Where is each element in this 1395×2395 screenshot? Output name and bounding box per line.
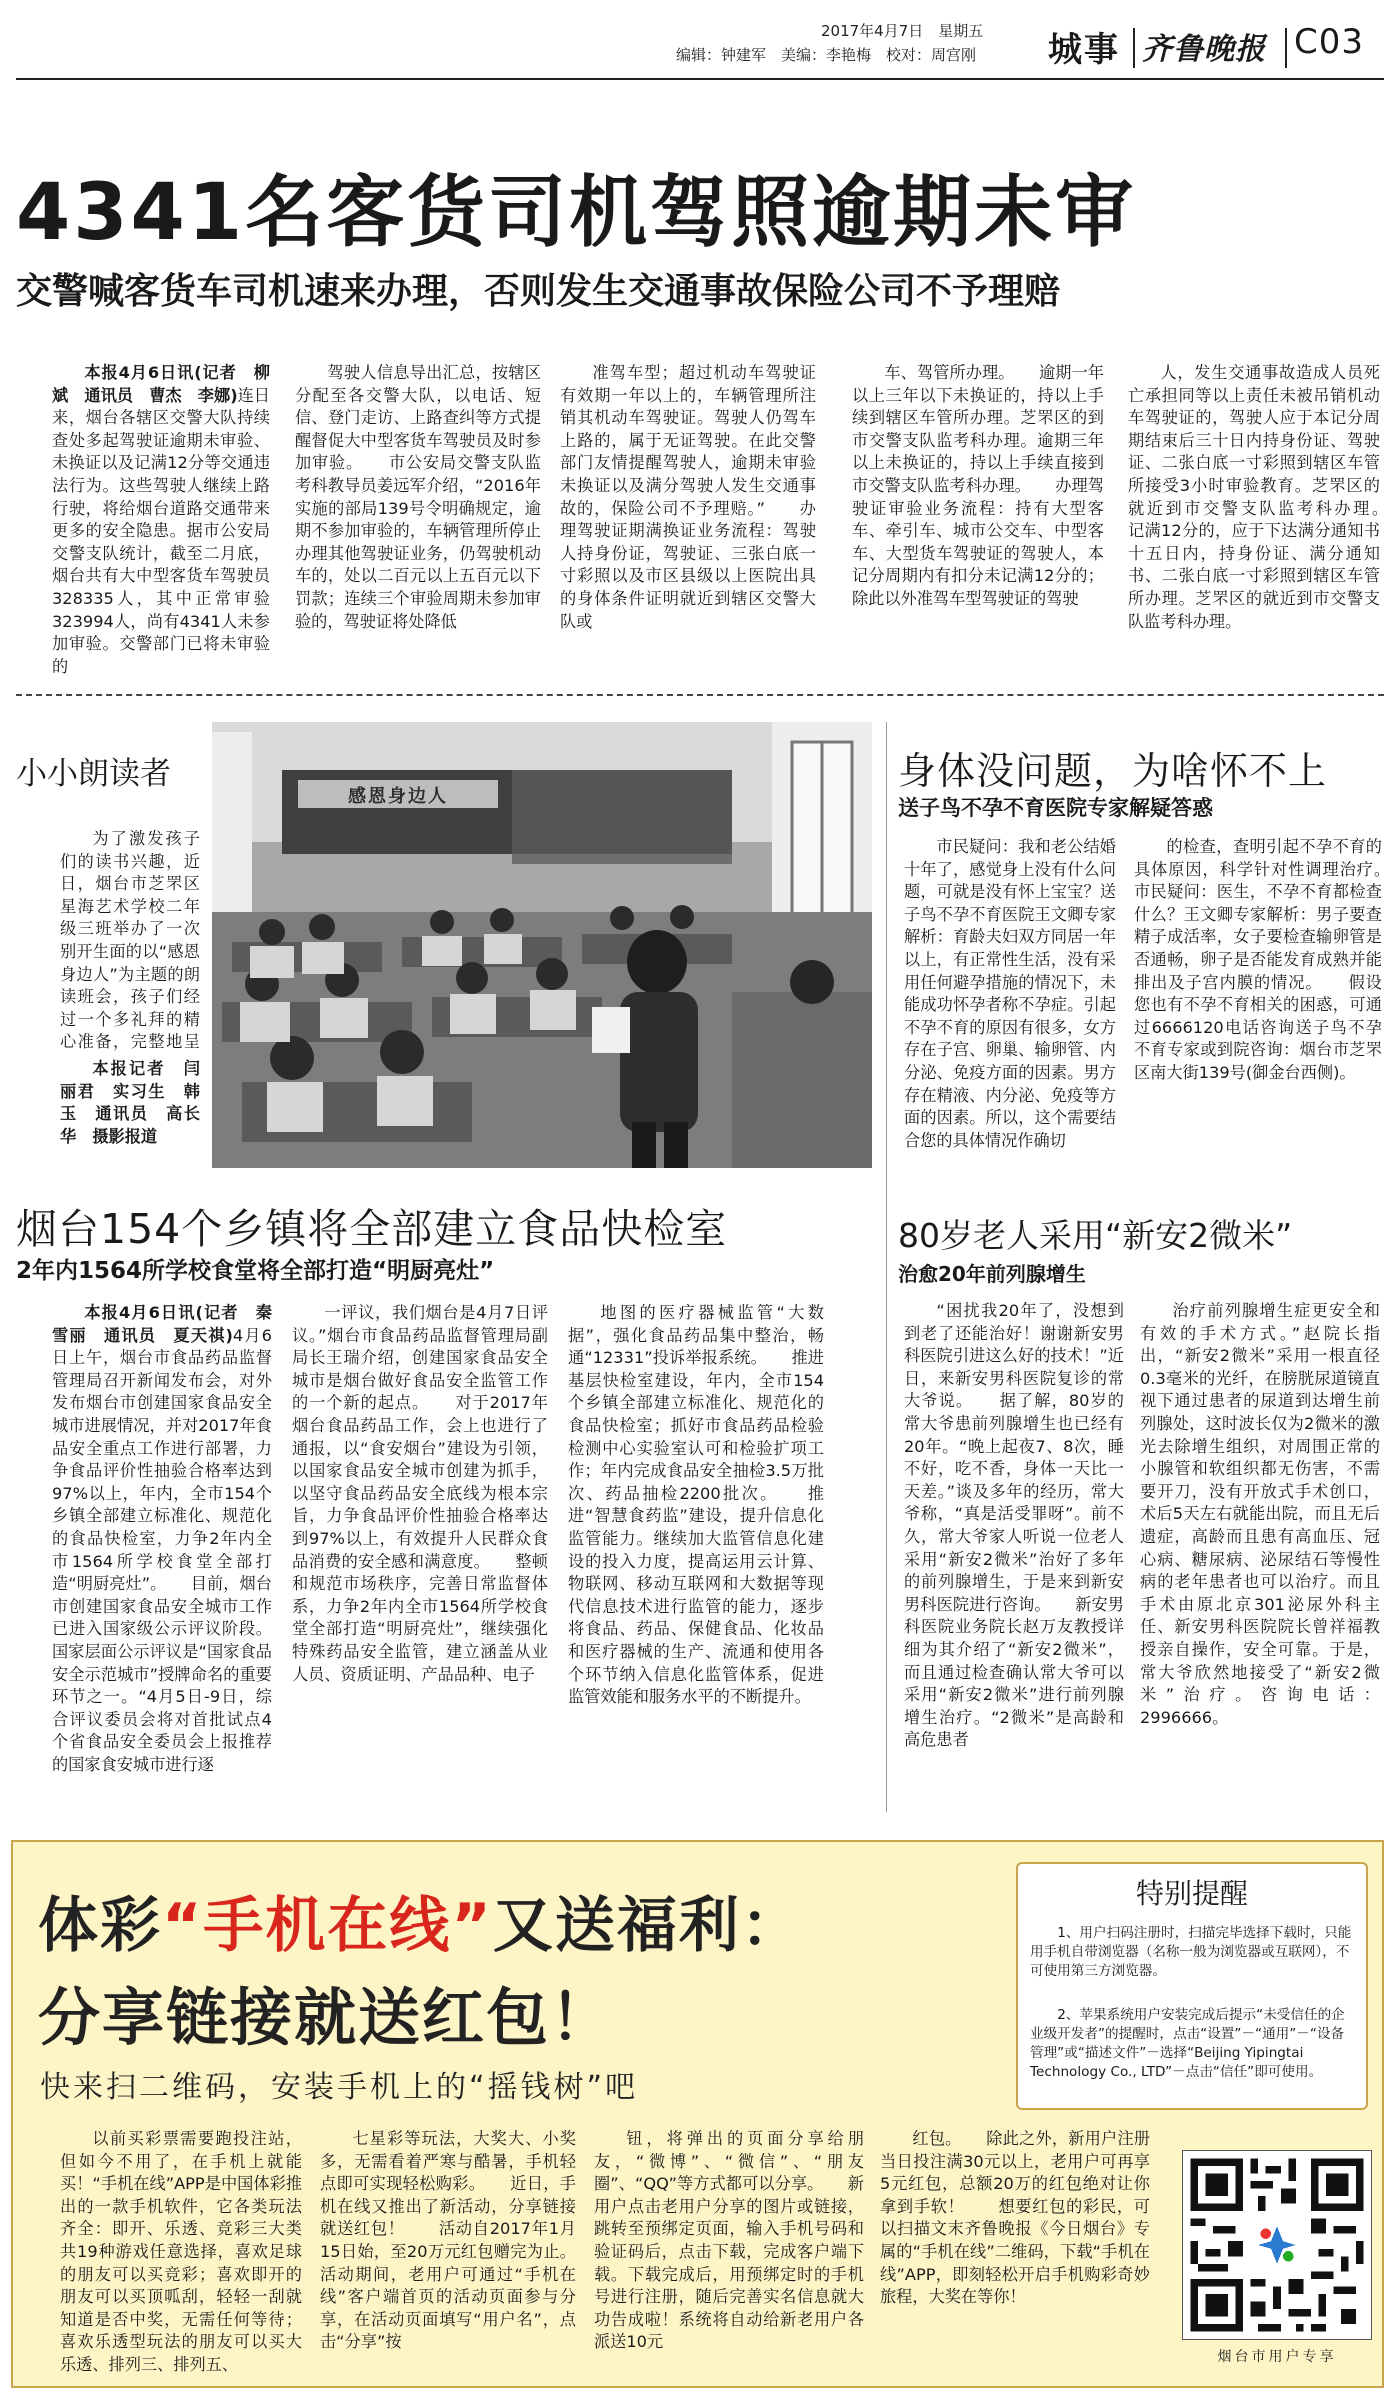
classroom-photo <box>212 722 872 1168</box>
health1-col-1: 市民疑问：我和老公结婚十年了，感觉身上没有什么问题，可就是没有怀上宝宝？送子鸟不孕不育医院王文卿专家解析：育龄夫妇双方同居一年以上，有正常性生活，没有采用任何避孕措施的情况下，未能成功怀孕者称不孕症。引起不孕不育的原因有很多，女方存在子宫、卵巢、输卵管、内分泌、免疫方面的因素。男方存在精液、内分泌、免疫等方面的因素。所以，这个需要结合您的具体情况作确切 <box>904 837 1116 1150</box>
ad-line-3: 快来扫二维码，安装手机上的“摇钱树”吧 <box>40 2070 639 2105</box>
lead-col-2: 驾驶人信息导出汇总，按辖区分配至各交警大队，以电话、短信、登门走访、上路查纠等方式提醒督促大中型客货车驾驶员及时参加审验。 市公安局交警支队监考科教导员姜远军介绍，“2016年实施的部局139号令明确规定，逾期不参加审验的，车辆管理所停止办理其他驾驶证业务，仍驾驶机动车的，处以二百元以上五百元以下罚款；连续三个审验周期未参加审验的，驾驶证将处降低 <box>295 363 541 631</box>
food-byline: 本报4月6日讯(记者 秦雪丽 通讯员 夏天祺) <box>52 1303 272 1345</box>
classroom-board-text: 感恩身边人 <box>348 786 448 807</box>
health1-subhead: 送子鸟不孕不育医院专家解疑答惑 <box>898 796 1213 820</box>
health2-col-1: “困扰我20年了，没想到到老了还能治好！谢谢新安男科医院引进这么好的技术！”近日，来新安男科医院复诊的常大爷说。 据了解，80岁的常大爷患前列腺增生也已经有20年。“晚上起夜7、8次，睡不好，吃不香，身体一天比一天差。”谈及多年的经历，常大爷称，“真是活受罪呀”。前不久，常大爷家人听说一位老人采用“新安2微米”治好了多年的前列腺增生，于是来到新安男科医院进行咨询。 新安男科医院业务院长赵万友教授详细为其介绍了“新安2微米”，而且通过检查确认常大爷可以采用“新安2微米”进行前列腺增生治疗。“2微米”是高龄和高危患者 <box>904 1301 1124 1750</box>
food-col-2: 一评议，我们烟台是4月7日评议。”烟台市食品药品监督管理局副局长王瑞介绍，创建国家食品安全城市是烟台做好食品安全监管工作的一个新的起点。 对于2017年烟台食品药品工作，会上也进行了通报，以“食安烟台”建设为引领，以国家食品安全城市创建为抓手，以坚守食品药品安全底线为根本宗旨，力争食品评价性抽验合格率达到97%以上，有效提升人民群众食品消费的安全感和满意度。 整顿和规范市场秩序，完善日常监督体系，力争2年内全市1564所学校食堂全部打造“明厨亮灶”，继续强化特殊药品安全监管，建立涵盖从业人员、资质证明、产品品种、电子 <box>292 1303 548 1684</box>
ad-notice-2: 2、苹果系统用户安装完成后提示“未受信任的企业级开发者”的提醒时，点击“设置”－“通用”－“设备管理”或“描述文件”－选择“Beijing Yipingtai Technology Co., LTD”－点击“信任”即可使用。 <box>1030 2007 1345 2080</box>
masthead-date: 2017年4月7日 星期五 <box>821 22 984 40</box>
ad-col-1: 以前买彩票需要跑投注站，但如今不用了，在手机上就能买！“手机在线”APP是中国体彩推出的一款手机软件，它各类玩法齐全：即开、乐透、竞彩三大类共19种游戏任意选择，喜欢足球的朋友可以买竞彩；喜欢即开的朋友可以买顶呱刮，轻轻一刮就知道是否中奖，无需任何等待；喜欢乐透型玩法的朋友可以买大乐透、排列三、排列五、 <box>60 2129 302 2374</box>
food-headline: 烟台154个乡镇将全部建立食品快检室 <box>16 1205 728 1253</box>
masthead-paper-logo: 齐鲁晚报 <box>1142 32 1266 67</box>
health1-headline: 身体没问题，为啥怀不上 <box>898 749 1328 793</box>
lead-col-1: 本报4月6日讯(记者 柳斌 通讯员 曹杰 李娜)连日来，烟台各辖区交警大队持续查处多起驾驶证逾期未审验、未换证以及记满12分等交通违法行为。这些驾驶人继续上路行驶，将给烟台道路交通带来更多的安全隐患。据市公安局交警支队统计，截至二月底，烟台共有大中型客货车驾驶员328335人，其中正常审验323994人，尚有4341人未参加审验。交警部门已将未审验的 <box>52 363 270 676</box>
lead-headline: 4341名客货司机驾照逾期未审 <box>16 168 1137 258</box>
lead-col-4: 车、驾管所办理。 逾期一年以上三年以下未换证的，持以上手续到辖区车管所办理。芝罘区的到市交警支队监考科办理。逾期三年以上未换证的，持以上手续直接到市交警支队监考科办理。 办理驾驶证审验业务流程：持有大型客车、牵引车、城市公交车、中型客车、大型货车驾驶证的驾驶人，本记分周期内有扣分未记满12分的；除此以外准驾车型驾驶证的驾驶 <box>852 363 1104 608</box>
qr-caption: 烟台市用户专享 <box>1217 2349 1337 2365</box>
masthead-editors: 编辑：钟建军 美编：李艳梅 校对：周宫刚 <box>676 46 977 64</box>
ad-col-3: 钮，将弹出的页面分享给朋友，“微博”、“微信”、“朋友圈”、“QQ”等方式都可以分享。 新用户点击老用户分享的图片或链接，跳转至预绑定页面，输入手机号码和验证码后，点击下载，完成客户端下载。下载完成后，用预绑定时的手机号进行注册，随后完善实名信息就大功告成啦！系统将自动给新老用户各派送10元 <box>594 2129 864 2352</box>
health2-col-2: 治疗前列腺增生症更安全和有效的手术方式。”赵院长指出，“新安2微米”采用一根直径0.3毫米的光纤，在膀胱尿道镜直视下通过患者的尿道到达增生前列腺处，这时波长仅为2微米的激光去除增生组织，对周围正常的小腺管和软组织都无伤害，不需要开刀，没有开放式手术创口，术后5天左右就能出院，而且无后遗症，高龄而且患有高血压、冠心病、糖尿病、泌尿结石等慢性病的老年患者也可以治疗。而且手术由原北京301泌尿外科主任、新安男科医院院长曾祥福教授亲自操作，安全可靠。于是，常大爷欣然地接受了“新安2微米”治疗。咨询电话：2996666。 <box>1140 1301 1380 1727</box>
health2-subhead: 治愈20年前列腺增生 <box>898 1262 1086 1286</box>
lead-col-5: 人，发生交通事故造成人员死亡承担同等以上责任未被吊销机动车驾驶证的，驾驶人应于本记分周期结束后三十日内持身份证、驾驶证、二张白底一寸彩照到辖区车管所接受3小时审验教育。芝罘区的就近到市交警支队监考科办理。 记满12分的，应于下达满分通知书十五日内，持身份证、满分通知书、二张白底一寸彩照到辖区车管所办理。芝罘区的就近到市交警支队监考科办理。 <box>1128 363 1380 631</box>
reader-byline: 本报记者 闫丽君 实习生 韩玉 通讯员 高长华 摄影报道 <box>60 1059 200 1146</box>
food-subhead: 2年内1564所学校食堂将全部打造“明厨亮灶” <box>16 1258 495 1284</box>
masthead-page-number: C03 <box>1294 22 1365 62</box>
health1-col-2: 的检查，查明引起不孕不育的具体原因，科学针对性调理治疗。 市民疑问：医生，不孕不育都检查什么？王文卿专家解析：男子要查精子成活率，女子要检查输卵管是否通畅，卵子是否能发育成熟并能排出及子宫内膜的情况。 假设您也有不孕不育相关的困惑，可通过6666120电话咨询送子鸟不孕不育专家或到院咨询：烟台市芝罘区南大街139号(御金台西侧)。 <box>1134 837 1382 1082</box>
ad-col-2: 七星彩等玩法，大奖大、小奖多，无需看着严寒与酷暑，手机轻点即可实现轻松购彩。 近日，手机在线又推出了新活动，分享链接就送红包！ 活动自2017年1月15日始，至20万元红包赠完为止。活动期间，老用户可通过“手机在线”客户端首页的活动页面参与分享，在活动页面填写“用户名”，点击“分享”按 <box>320 2129 576 2352</box>
lead-subhead: 交警喊客货车司机速来办理，否则发生交通事故保险公司不予理赔 <box>16 271 1061 312</box>
ad-line-1: 体彩“手机在线”又送福利： <box>38 1891 803 1961</box>
reader-text: 为了激发孩子们的读书兴趣，近日，烟台市芝罘区星海艺术学校二年级三班举办了一次别开生面的以“感恩身边人”为主题的朗读班会，孩子们经过一个多礼拜的精心准备，完整地呈 <box>60 829 200 1052</box>
lead-byline: 本报4月6日讯(记者 柳斌 通讯员 曹杰 李娜) <box>52 363 270 405</box>
food-col-1: 本报4月6日讯(记者 秦雪丽 通讯员 夏天祺)4月6日上午，烟台市食品药品监督管理局召开新闻发布会，对外发布烟台市创建国家食品安全城市进展情况，并对2017年食品安全重点工作进行部署，力争食品评价性抽验合格率达到97%以上，年内，全市154个乡镇全部建立标准化、规范化的食品快检室，力争2年内全市1564所学校食堂全部打造“明厨亮灶”。 目前，烟台市创建国家食品安全城市工作已进入国家级公示评议阶段。国家层面公示评议是“国家食品安全示范城市”授牌命名的重要环节之一。“4月5日-9日，综合评议委员会将对首批试点4个省食品安全委员会上报推荐的国家食安城市进行逐 <box>52 1303 272 1774</box>
ad-notice-1: 1、用户扫码注册时，扫描完毕选择下载时，只能用手机自带浏览器（名称一般为浏览器或互联网），不可使用第三方浏览器。 <box>1030 1925 1352 1979</box>
health2-headline: 80岁老人采用“新安2微米” <box>898 1216 1293 1255</box>
ad-col-4: 红包。 除此之外，新用户注册当日投注满30元以上，老用户可再享5元红包，总额20万的红包绝对让你拿到手软！ 想要红包的彩民，可以扫描文末齐鲁晚报《今日烟台》专属的“手机在线”二维码，下载“手机在线”APP，即刻轻松开启手机购彩奇妙旅程，大奖在等你！ <box>880 2129 1150 2307</box>
ad-notice-title: 特别提醒 <box>1135 1877 1248 1910</box>
lead-col-3: 准驾车型；超过机动车驾驶证有效期一年以上的，车辆管理所注销其机动车驾驶证。驾驶人仍驾车上路的，属于无证驾驶。在此交警部门友情提醒驾驶人，逾期未审验未换证以及满分驾驶人发生交通事故的，保险公司不予理赔。” 办理驾驶证期满换证业务流程：驾驶人持身份证，驾驶证、三张白底一寸彩照以及市区县级以上医院出具的身体条件证明就近到辖区交警大队或 <box>560 363 816 631</box>
ad-line-2: 分享链接就送红包！ <box>38 1981 615 2054</box>
reader-title: 小小朗读者 <box>16 756 171 792</box>
masthead-section: 城事 <box>1048 30 1120 70</box>
ad-app-name: “手机在线” <box>162 1891 493 1961</box>
qr-code[interactable] <box>1182 2150 1372 2340</box>
food-col-3: 地图的医疗器械监管“大数据”，强化食品药品集中整治，畅通“12331”投诉举报系统。 推进基层快检室建设，年内，全市154个乡镇全部建立标准化、规范化的食品快检室；抓好市食品药品检验检测中心实验室认可和检验扩项工作；年内完成食品安全抽检3.5万批次、药品抽检2200批次。 推进“智慧食药监”建设，提升信息化监管能力。继续加大监管信息化建设的投入力度，提高运用云计算、物联网、移动互联网和大数据等现代信息技术进行监管的能力，逐步将食品、药品、保健食品、化妆品和医疗器械的生产、流通和使用各个环节纳入信息化监管体系，促进监管效能和服务水平的不断提升。 <box>568 1303 824 1707</box>
